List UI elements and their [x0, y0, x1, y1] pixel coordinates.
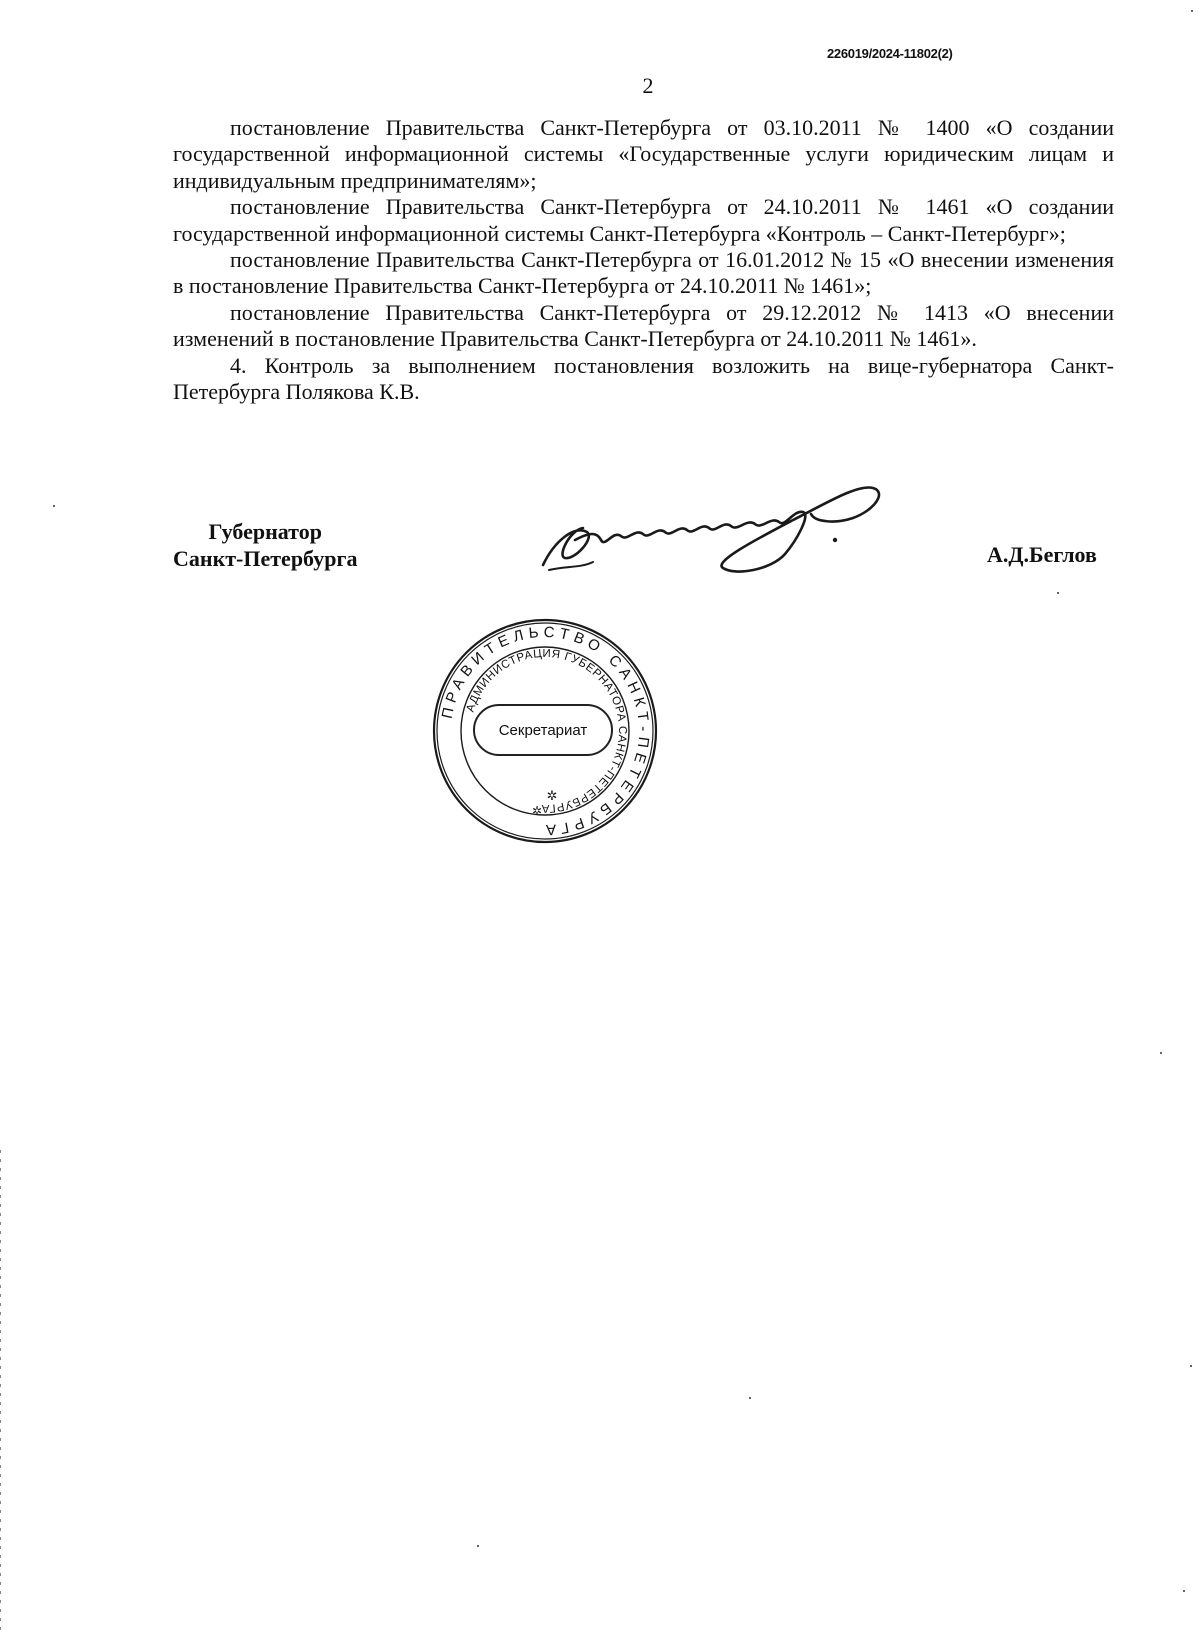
paragraph: постановление Правительства Санкт-Петербурга от 03.10.2011 № 1400 «О создании государственной информационной системы «Государственные услуги юридическим лицам и индивидуальным предпринимателям»; [173, 115, 1114, 193]
stamp-inner-text: АДМИНИСТРАЦИЯ ГУБЕРНАТОРА САНКТ-ПЕТЕРБУРГА [464, 647, 629, 815]
page-number: 2 [642, 73, 654, 98]
scan-speck [477, 1545, 479, 1547]
scan-speck [53, 505, 55, 507]
position-line: Губернатор [208, 519, 322, 544]
signatory-position [173, 518, 357, 572]
scan-speck [1191, 10, 1193, 12]
scan-speck [1160, 1052, 1162, 1054]
signatory-name: А.Д.Беглов [987, 542, 1097, 567]
star-icon: ✲ [531, 804, 543, 818]
stamp-center-label: Секретариат [473, 704, 613, 756]
scan-speck [749, 1397, 751, 1399]
stamp-outer-text: ПРАВИТЕЛЬСТВО САНКТ-ПЕТЕРБУРГА [438, 623, 653, 839]
official-stamp [432, 618, 658, 844]
paragraph: постановление Правительства Санкт-Петербурга от 29.12.2012 № 1413 «О внесении изменений в постановление Правительства Санкт-Петербурга от 24.10.2011 № 1461». [173, 299, 1114, 352]
scan-speck [1057, 592, 1059, 594]
handwritten-signature [535, 470, 915, 590]
position-line: Санкт-Петербурга [173, 546, 358, 571]
scan-edge [0, 1150, 1, 1630]
star-icon: ✲ [546, 788, 558, 803]
paragraph: постановление Правительства Санкт-Петербурга от 24.10.2011 № 1461 «О создании государственной информационной системы Санкт-Петербурга «Контроль – Санкт-Петербург»; [173, 194, 1114, 246]
document-body [173, 115, 1114, 405]
scan-speck [1183, 1590, 1185, 1592]
scan-speck [1190, 1365, 1192, 1367]
paragraph: 4. Контроль за выполнением постановления возложить на вице-губернатора Санкт-Петербурга Полякова К.В. [173, 352, 1114, 405]
document-id: 226019/2024-11802(2) [827, 46, 953, 61]
paragraph: постановление Правительства Санкт-Петербурга от 16.01.2012 № 15 «О внесении изменения в постановление Правительства Санкт-Петербурга от 24.10.2011 № 1461»; [173, 247, 1114, 299]
